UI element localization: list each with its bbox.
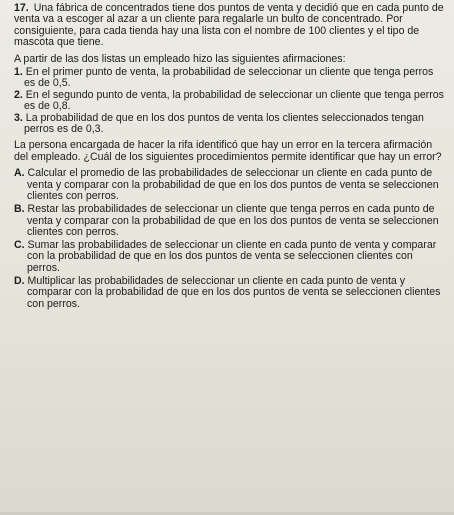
statement-number: 2. <box>14 88 23 101</box>
statement-number: 1. <box>14 66 23 79</box>
statement-item <box>14 67 444 90</box>
option-letter: A. <box>14 167 25 180</box>
statement-item <box>14 113 444 136</box>
question-prompt: La persona encargada de hacer la rifa identificó que hay un error en la tercera afirmación del empleado. ¿Cuál de los siguientes procedimientos permite identificar que hay un error? <box>14 139 442 163</box>
answer-option-b[interactable] <box>14 204 444 239</box>
answer-option-c[interactable] <box>14 240 444 275</box>
answer-option-d[interactable] <box>14 276 444 311</box>
option-letter: B. <box>14 203 25 216</box>
statements-intro: A partir de las dos listas un empleado hizo las siguientes afirmaciones: <box>14 52 346 65</box>
statement-text: La probabilidad de que en los dos puntos de venta los clientes seleccionados tengan perros es de 0,3. <box>24 111 424 136</box>
statements-list <box>14 67 444 135</box>
question-number: 17. <box>14 2 29 14</box>
statement-item <box>14 90 444 113</box>
option-text: Restar las probabilidades de seleccionar un cliente que tenga perros en cada punto de venta y comparar con la probabilidad de que en los dos puntos de venta se seleccionen clientes con perros. <box>27 203 439 239</box>
statement-number: 3. <box>14 111 23 124</box>
option-text: Multiplicar las probabilidades de seleccionar un cliente en cada punto de venta y comparar con la probabilidad de que en los dos puntos de venta se seleccionen clientes con perros. <box>27 274 441 310</box>
problem-stem-text: Una fábrica de concentrados tiene dos puntos de venta y decidió que en cada punto de venta va a escoger al azar a un cliente para regalarle un bulto de concentrado. Por consiguiente, para cada tienda hay una lista con el nombre de 100 clientes y el tipo de mascota que tiene. <box>14 2 444 49</box>
answer-options <box>14 168 444 310</box>
answer-option-a[interactable] <box>14 168 444 203</box>
problem-stem <box>14 3 444 49</box>
statement-text: En el primer punto de venta, la probabilidad de seleccionar un cliente que tenga perros es de 0,5. <box>24 66 434 90</box>
option-letter: C. <box>14 238 25 251</box>
statement-text: En el segundo punto de venta, la probabilidad de seleccionar un cliente que tenga perros es de 0,8. <box>24 88 444 113</box>
option-text: Sumar las probabilidades de seleccionar un cliente en cada punto de venta y comparar con la probabilidad de que en los dos puntos de venta se seleccionen clientes con perros. <box>27 238 437 275</box>
option-letter: D. <box>14 274 25 287</box>
option-text: Calcular el promedio de las probabilidades de seleccionar un cliente en cada punto de venta y comparar con la probabilidad de que en los dos puntos de venta se seleccionen clientes con perros. <box>27 167 439 203</box>
